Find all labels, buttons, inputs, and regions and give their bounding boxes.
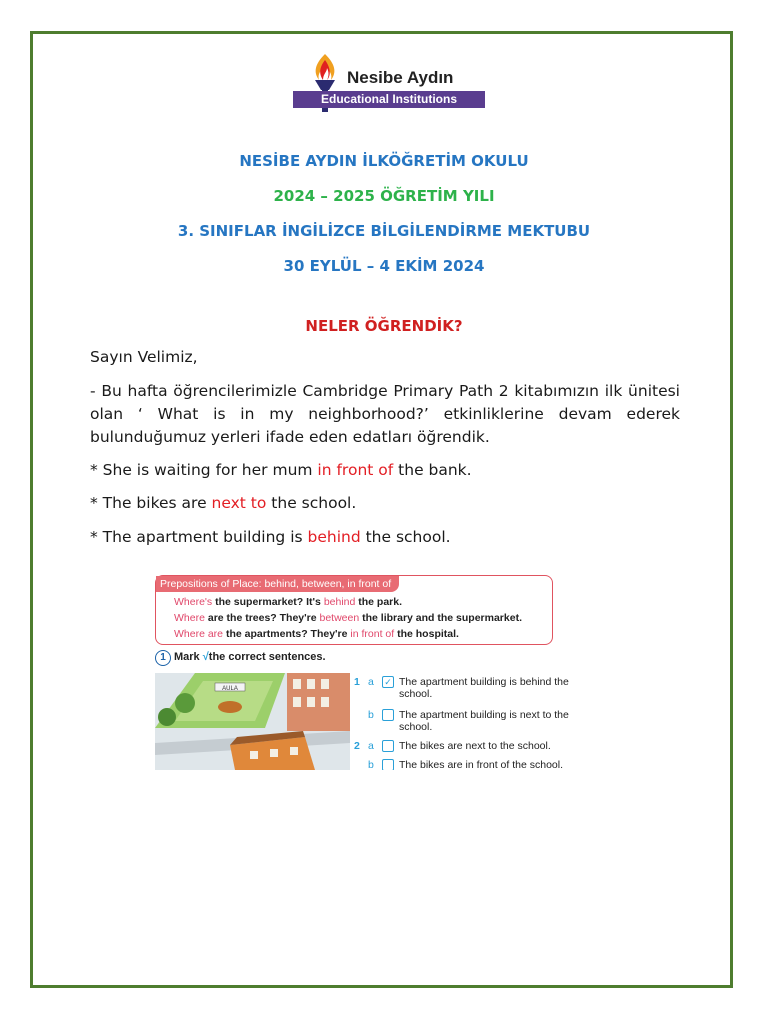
example-text: the bank. bbox=[393, 461, 472, 479]
exercise-instruction: 1 Mark √the correct sentences. bbox=[155, 650, 326, 666]
checkbox[interactable] bbox=[382, 709, 394, 721]
example-text: * The apartment building is bbox=[90, 528, 308, 546]
example-text: * She is waiting for her mum bbox=[90, 461, 318, 479]
prepositions-tab: Prepositions of Place: behind, between, in front of bbox=[156, 576, 399, 592]
textbook-excerpt: Prepositions of Place: behind, between, in front of Where's the supermarket? It's behind the park. Where are the trees? They're between the library and the supermarket. Where are the apartments? They're in front of the hospital. 1 Mark √the correct sentences. AULA 1 a ✓ The apartment building is behind the school. b The apartment building is next to the school. 2 a The bikes are next to the school. b The bikes are in front of the school. bbox=[155, 567, 575, 770]
preposition-highlight: behind bbox=[307, 528, 361, 546]
exercise-number: 1 bbox=[155, 650, 171, 666]
example-sentence bbox=[90, 528, 451, 546]
academic-year: 2024 – 2025 ÖĞRETİM YILI bbox=[273, 187, 495, 205]
example-sentence bbox=[90, 461, 472, 479]
prep-example-line: Where are the apartments? They're in front of the hospital. bbox=[174, 628, 459, 640]
logo-subtitle: Educational Institutions bbox=[293, 91, 485, 108]
neighborhood-illustration bbox=[155, 673, 350, 770]
greeting: Sayın Velimiz, bbox=[90, 348, 198, 366]
intro-paragraph: - Bu hafta öğrencilerimizle Cambridge Primary Path 2 kitabımızın ilk ünitesi olan ‘ What is in my neighborhood?’ etkinliklerine devam ederek bulunduğumuz yerleri ifade eden edatları öğrendik. bbox=[90, 382, 680, 446]
logo-name: Nesibe Aydın bbox=[347, 68, 454, 87]
prepositions-box bbox=[155, 575, 553, 645]
prep-example-line: Where's the supermarket? It's behind the park. bbox=[174, 596, 403, 608]
date-range: 30 EYLÜL – 4 EKİM 2024 bbox=[283, 257, 485, 275]
section-title: NELER ÖĞRENDİK? bbox=[305, 317, 463, 335]
checkbox[interactable] bbox=[382, 740, 394, 752]
example-text: the school. bbox=[266, 494, 357, 512]
example-text: the school. bbox=[360, 528, 451, 546]
prep-example-line: Where are the trees? They're between the library and the supermarket. bbox=[174, 612, 522, 624]
example-sentence bbox=[90, 494, 356, 512]
school-sign: AULA bbox=[222, 686, 238, 692]
preposition-highlight: next to bbox=[211, 494, 267, 512]
example-text: * The bikes are bbox=[90, 494, 212, 512]
school-logo bbox=[291, 50, 487, 138]
school-name: NESİBE AYDIN İLKÖĞRETİM OKULU bbox=[239, 152, 529, 170]
checkbox[interactable] bbox=[382, 759, 394, 770]
letter-title: 3. SINIFLAR İNGİLİZCE BİLGİLENDİRME MEKTUBU bbox=[177, 222, 591, 240]
check-icon: √ bbox=[202, 651, 209, 663]
preposition-highlight: in front of bbox=[317, 461, 394, 479]
checkbox[interactable]: ✓ bbox=[382, 676, 394, 688]
